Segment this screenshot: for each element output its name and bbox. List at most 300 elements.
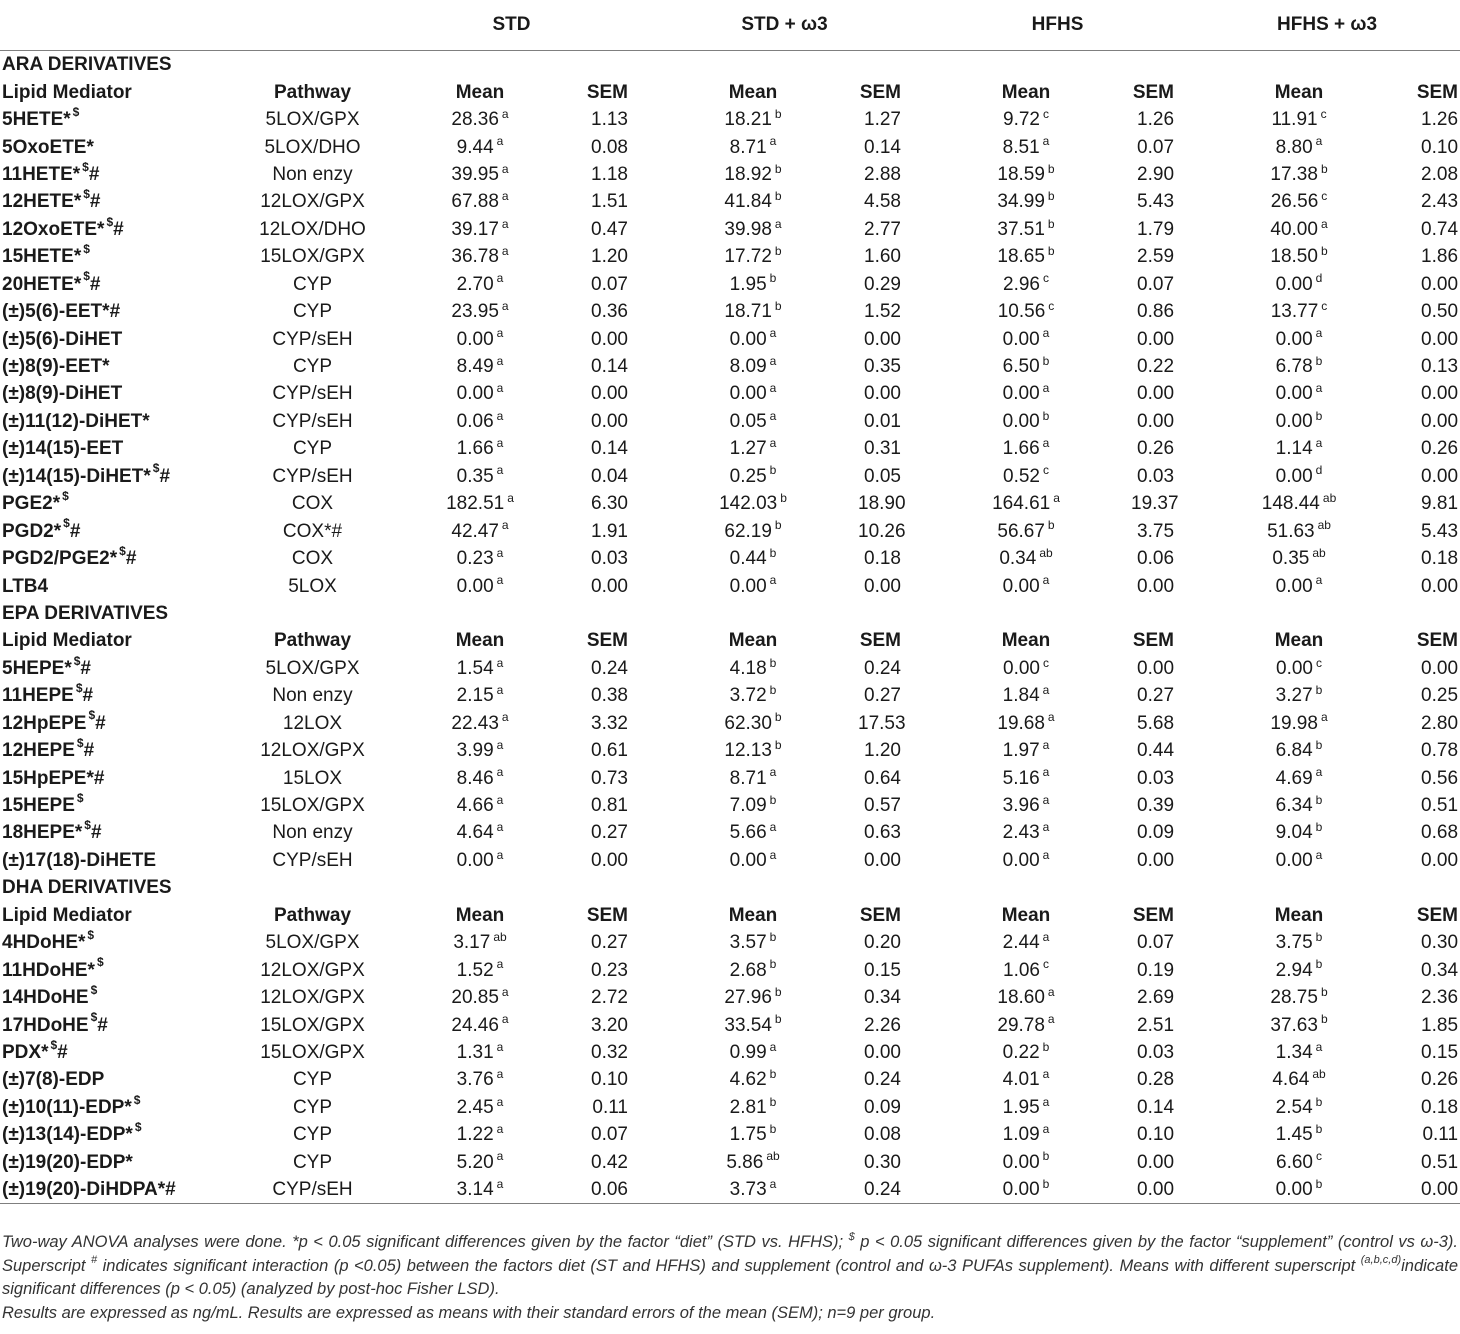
sem-cell: 0.14	[1137, 1096, 1175, 1118]
mean-letter: a	[496, 1094, 504, 1109]
mean-cell	[375, 353, 585, 380]
mean-letter: b	[1320, 243, 1328, 258]
significance-marks: * $	[52, 490, 69, 515]
mean-cell	[1194, 517, 1404, 544]
mediator-cell	[0, 792, 250, 819]
mean-letter: a	[769, 408, 777, 423]
sem-cell: 6.30	[591, 493, 628, 515]
mean-cell	[648, 106, 858, 133]
mean-value: 40.00	[1270, 218, 1318, 240]
sem-cell: 0.03	[591, 548, 628, 570]
mediator-cell	[0, 1149, 250, 1176]
mean-cell	[921, 956, 1131, 983]
mean-value: 39.98	[724, 218, 772, 240]
mean-letter: a	[1315, 847, 1323, 862]
mean-letter: a	[496, 1176, 504, 1191]
sem-cell: 0.05	[864, 465, 901, 487]
mediator-name: 14HDoHE	[2, 987, 89, 1009]
mean-letter: a	[496, 408, 504, 423]
mediator-cell	[0, 1039, 250, 1066]
significance-marks: *#	[86, 767, 105, 789]
mean-value: 8.71	[729, 767, 767, 789]
pathway-cell: COX*#	[282, 520, 343, 542]
sem-cell: 2.08	[1421, 163, 1459, 185]
mean-value: 0.05	[729, 410, 767, 432]
mean-cell	[375, 655, 585, 682]
column-header-mediator: Lipid Mediator	[2, 630, 132, 652]
mean-letter: b	[1315, 353, 1323, 368]
mean-value: 0.00	[1002, 1179, 1040, 1201]
mean-value: 0.34	[999, 548, 1037, 570]
mean-value: 0.00	[456, 328, 494, 350]
mean-value: 5.20	[456, 1151, 494, 1173]
table-row	[0, 243, 1460, 270]
mean-letter: c	[1321, 298, 1328, 313]
mediator-name: 5OxoETE	[2, 136, 87, 158]
mean-cell	[1194, 545, 1404, 572]
sem-cell: 0.00	[1137, 657, 1175, 679]
mean-letter: a	[1047, 984, 1055, 999]
mean-value: 5.66	[729, 822, 767, 844]
column-header-sem: SEM	[1132, 81, 1175, 103]
mean-value: 0.35	[456, 465, 494, 487]
mean-cell	[1194, 133, 1404, 160]
pathway-cell: CYP	[292, 273, 333, 295]
table-row	[0, 325, 1460, 352]
mean-cell	[921, 545, 1131, 572]
mean-value: 7.09	[729, 795, 767, 817]
sem-cell: 0.03	[1137, 465, 1175, 487]
group-header-hfhs: HFHS	[921, 0, 1194, 51]
sem-cell: 0.03	[1137, 1041, 1175, 1063]
pathway-cell: 12LOX/GPX	[260, 191, 365, 213]
mediator-name: (±)8(9)-DiHET	[2, 383, 123, 405]
sem-cell: 0.39	[1137, 795, 1175, 817]
sem-cell: 0.24	[591, 657, 628, 679]
mean-value: 26.56	[1270, 191, 1319, 213]
sem-cell: 0.00	[864, 383, 901, 405]
sem-cell: 0.26	[1421, 1069, 1459, 1091]
mediator-cell	[0, 572, 250, 599]
mean-value: 18.60	[997, 987, 1045, 1009]
mean-letter: b	[1315, 820, 1323, 835]
mean-value: 37.51	[997, 218, 1045, 240]
mean-letter: c	[1320, 106, 1327, 121]
significance-marks: * $	[87, 956, 104, 981]
mean-value: 20.85	[451, 987, 499, 1009]
mean-cell	[648, 325, 858, 352]
mean-letter: b	[1042, 408, 1050, 423]
mean-cell	[1194, 929, 1404, 956]
pathway-cell: CYP	[292, 356, 333, 378]
mean-letter: ab	[1317, 518, 1331, 533]
sem-cell: 1.79	[1137, 218, 1175, 240]
sem-cell: 0.28	[1137, 1069, 1175, 1091]
mean-value: 28.75	[1270, 987, 1318, 1009]
mean-cell	[648, 1149, 858, 1176]
mean-value: 22.43	[451, 712, 499, 734]
mean-cell	[648, 764, 858, 791]
mean-cell	[375, 463, 585, 490]
mean-cell	[1194, 490, 1404, 517]
sem-cell: 1.91	[591, 520, 628, 542]
sem-cell: 2.88	[864, 163, 901, 185]
mean-value: 8.80	[1275, 136, 1313, 158]
mean-letter: ab	[766, 1149, 780, 1164]
mean-letter: a	[1042, 820, 1050, 835]
sem-cell: 0.26	[1421, 438, 1459, 460]
mediator-name: (±)14(15)-EET	[2, 438, 124, 460]
pathway-cell: CYP	[292, 438, 333, 460]
mean-cell	[921, 380, 1131, 407]
mean-letter: b	[769, 463, 777, 478]
mean-letter: b	[1315, 1176, 1323, 1191]
mediator-cell	[0, 1176, 250, 1204]
sem-cell: 0.24	[858, 1176, 921, 1204]
sem-cell: 0.14	[864, 136, 901, 158]
column-header-mean: Mean	[1274, 904, 1324, 926]
mean-cell	[648, 1066, 858, 1093]
pathway-cell: 15LOX	[282, 767, 343, 789]
mean-value: 142.03	[719, 493, 778, 515]
significance-marks: * $	[124, 1093, 141, 1118]
column-header-mean: Mean	[1274, 81, 1324, 103]
mean-value: 4.64	[456, 822, 494, 844]
significance-marks: *	[142, 410, 150, 432]
mean-value: 3.57	[729, 932, 767, 954]
sem-cell: 1.85	[1421, 1014, 1459, 1036]
column-header-mean: Mean	[1001, 904, 1051, 926]
mean-letter: b	[780, 490, 787, 505]
mean-value: 3.75	[1275, 932, 1313, 954]
mean-value: 1.95	[729, 273, 767, 295]
mean-letter: a	[1042, 573, 1050, 588]
column-header-mean: Mean	[728, 904, 778, 926]
mean-cell	[921, 298, 1131, 325]
mean-cell	[375, 1094, 585, 1121]
mean-value: 0.35	[1272, 548, 1310, 570]
mean-cell	[921, 133, 1131, 160]
column-header-mean: Mean	[1001, 630, 1051, 652]
mean-value: 23.95	[451, 301, 499, 323]
sem-cell: 0.00	[1137, 410, 1175, 432]
mean-cell	[375, 956, 585, 983]
mediator-name: (±)5(6)-DiHET	[2, 328, 123, 350]
mean-value: 6.78	[1275, 356, 1313, 378]
sem-cell: 0.31	[864, 438, 901, 460]
mean-cell	[1194, 847, 1404, 874]
mediator-name: (±)19(20)-EDP	[2, 1151, 126, 1173]
mean-value: 1.22	[456, 1124, 494, 1146]
mean-letter: b	[769, 957, 777, 972]
sem-cell: 0.27	[864, 685, 901, 707]
mediator-name: 11HETE	[2, 163, 73, 185]
mean-value: 19.68	[997, 712, 1045, 734]
mean-value: 1.14	[1275, 438, 1313, 460]
mean-cell	[648, 984, 858, 1011]
pathway-cell: 15LOX/GPX	[260, 246, 365, 268]
mean-letter: a	[501, 984, 509, 999]
mean-value: 13.77	[1270, 301, 1319, 323]
mean-letter: c	[1042, 271, 1049, 286]
mean-letter: a	[501, 1012, 509, 1027]
column-header-sem: SEM	[1416, 904, 1459, 926]
sem-cell: 1.51	[591, 191, 628, 213]
significance-marks: * $#	[64, 654, 91, 679]
table-row	[0, 1176, 1460, 1204]
footnote-statistics: Two-way ANOVA analyses were done. *p < 0.05 significant differences given by the factor “diet” (STD vs. HFHS); $ p < 0.05 significant differences given by the factor “supplement” (control vs ω-3). Superscript # indicates significant interaction (p <0.05) between the factors diet (ST and HFHS) and supplement (control and ω-3 PUFAs supplement). Means with different superscript $^{(a,b,c,d)}$indicate significant differences (p < 0.05) (analyzed by post-hoc Fisher LSD).	[2, 1230, 1459, 1298]
sem-cell: 1.20	[591, 246, 628, 268]
mean-value: 1.06	[1003, 959, 1040, 981]
mean-letter: a	[496, 655, 504, 670]
mean-cell	[1194, 463, 1404, 490]
table-row	[0, 764, 1460, 791]
mean-letter: a	[496, 573, 504, 588]
mean-letter: a	[1315, 573, 1323, 588]
mean-value: 0.06	[456, 410, 494, 432]
mean-letter: a	[1042, 929, 1050, 944]
column-header-sem: SEM	[859, 630, 901, 652]
mean-value: 0.52	[1003, 465, 1040, 487]
mean-letter: a	[507, 490, 514, 505]
pathway-cell: 12LOX	[282, 712, 343, 734]
mediator-cell	[0, 353, 250, 380]
mean-letter: a	[501, 518, 509, 533]
mean-value: 0.00	[1275, 328, 1313, 350]
mean-cell	[375, 408, 585, 435]
mean-cell	[375, 984, 585, 1011]
mean-letter: b	[1047, 216, 1055, 231]
mean-value: 2.54	[1275, 1096, 1313, 1118]
mean-value: 3.73	[729, 1179, 767, 1201]
pathway-cell: CYP/sEH	[250, 1176, 375, 1204]
mean-cell	[921, 1066, 1131, 1093]
mean-value: 2.94	[1275, 959, 1313, 981]
sem-cell: 0.00	[1421, 328, 1459, 350]
mean-letter: ab	[1039, 545, 1053, 560]
mean-value: 19.98	[1270, 712, 1318, 734]
mediator-name: 15HEPE	[2, 795, 75, 817]
mediator-name: (±)19(20)-DiHDPA	[2, 1179, 158, 1201]
sem-cell: 2.80	[1421, 712, 1459, 734]
mean-letter: a	[1042, 1067, 1050, 1082]
sem-cell: 0.30	[864, 1151, 901, 1173]
mean-letter: a	[1042, 847, 1050, 862]
significance-marks: * $#	[72, 160, 100, 185]
table-row	[0, 435, 1460, 462]
column-header-pathway: Pathway	[273, 81, 352, 103]
mean-value: 12.13	[724, 740, 772, 762]
sem-cell: 0.07	[1137, 932, 1175, 954]
mean-value: 1.66	[456, 438, 494, 460]
mean-cell	[375, 1149, 585, 1176]
mean-value: 1.95	[1002, 1096, 1040, 1118]
mean-letter: b	[774, 189, 782, 204]
sem-cell: 0.20	[864, 932, 901, 954]
pathway-cell: 12LOX/GPX	[260, 959, 365, 981]
sem-cell: 0.00	[591, 849, 628, 871]
column-header-mean: Mean	[1001, 81, 1051, 103]
pathway-cell: 12LOX/GPX	[260, 987, 365, 1009]
mean-letter: c	[1042, 957, 1049, 972]
table-footnote	[2, 1231, 1458, 1325]
mean-cell	[375, 325, 585, 352]
table-row	[0, 1066, 1460, 1093]
sem-cell: 0.34	[864, 987, 901, 1009]
sem-cell: 0.24	[864, 657, 901, 679]
sem-cell: 1.26	[1421, 109, 1459, 131]
mean-value: 0.00	[729, 575, 767, 597]
mean-letter: b	[1315, 737, 1323, 752]
mean-cell	[1194, 380, 1404, 407]
significance-marks: $#	[75, 682, 94, 707]
pathway-cell: Non enzy	[272, 163, 353, 185]
mean-cell	[375, 710, 585, 737]
mean-cell	[375, 435, 585, 462]
mediator-cell	[0, 929, 250, 956]
mean-cell	[375, 1176, 585, 1204]
table-row	[0, 380, 1460, 407]
mediator-cell	[0, 133, 250, 160]
sem-cell: 0.47	[591, 218, 628, 240]
sem-cell: 0.00	[864, 849, 901, 871]
mean-value: 1.09	[1002, 1124, 1040, 1146]
mean-cell	[375, 1039, 585, 1066]
table-row	[0, 353, 1460, 380]
sem-cell: 0.07	[591, 273, 628, 295]
column-header-sem: SEM	[1132, 904, 1175, 926]
table-row	[0, 1121, 1460, 1148]
pathway-cell: 15LOX/GPX	[260, 795, 365, 817]
mean-letter: a	[769, 381, 777, 396]
mean-cell	[921, 463, 1131, 490]
mean-letter: a	[501, 298, 509, 313]
mean-cell	[648, 792, 858, 819]
mean-letter: d	[1315, 271, 1323, 286]
section-title: DHA DERIVATIVES	[2, 877, 172, 899]
mean-cell	[921, 984, 1131, 1011]
sem-cell: 0.00	[1421, 657, 1459, 679]
sem-cell: 0.14	[591, 438, 628, 460]
mean-value: 164.61	[992, 493, 1051, 515]
table-row	[0, 1039, 1460, 1066]
mediator-name: (±)14(15)-DiHET	[2, 465, 144, 487]
mean-cell	[921, 847, 1131, 874]
sem-cell: 0.78	[1421, 740, 1459, 762]
mean-cell	[375, 298, 585, 325]
sem-cell: 0.00	[591, 575, 628, 597]
mean-letter: b	[1047, 518, 1055, 533]
mean-letter: a	[769, 353, 777, 368]
mean-value: 1.31	[456, 1041, 494, 1063]
mean-value: 0.00	[456, 383, 494, 405]
mean-value: 1.34	[1275, 1041, 1313, 1063]
sem-cell: 0.00	[1137, 383, 1175, 405]
sem-cell: 0.00	[1137, 1151, 1175, 1173]
significance-marks: * $	[78, 929, 95, 954]
mean-cell	[1194, 161, 1404, 188]
mean-letter: a	[769, 820, 777, 835]
pathway-cell: CYP/sEH	[272, 465, 353, 487]
mean-cell	[375, 929, 585, 956]
sem-cell: 0.00	[1421, 849, 1459, 871]
sem-cell: 0.56	[1421, 767, 1459, 789]
pathway-cell: CYP	[292, 1069, 333, 1091]
section-title-row	[0, 874, 1460, 901]
mediator-cell	[0, 517, 250, 544]
sem-cell: 0.00	[864, 1041, 901, 1063]
sem-cell: 0.08	[591, 136, 628, 158]
mean-letter: a	[769, 134, 777, 149]
mean-value: 0.00	[1002, 575, 1040, 597]
mean-letter: b	[1042, 1176, 1050, 1191]
mean-value: 0.00	[1002, 383, 1040, 405]
sem-cell: 0.10	[591, 1069, 628, 1091]
section-title-row	[0, 51, 1460, 79]
sem-cell: 0.51	[1421, 795, 1459, 817]
column-header-mean: Mean	[1274, 630, 1324, 652]
mediator-name: 12HEPE	[2, 740, 75, 762]
mean-value: 39.95	[451, 163, 499, 185]
mediator-cell	[0, 188, 250, 215]
mean-letter: a	[1042, 682, 1050, 697]
mean-cell	[648, 545, 858, 572]
mean-cell	[1194, 408, 1404, 435]
mean-letter: b	[774, 161, 782, 176]
mean-value: 1.54	[456, 657, 494, 679]
sem-cell: 0.36	[591, 301, 628, 323]
mean-letter: ab	[1322, 490, 1337, 505]
mean-value: 0.00	[1275, 465, 1313, 487]
sem-cell: 0.00	[1137, 575, 1175, 597]
mean-value: 2.44	[1002, 932, 1040, 954]
mean-value: 4.64	[1272, 1069, 1310, 1091]
sem-cell: 0.32	[591, 1041, 628, 1063]
mean-value: 0.00	[1275, 575, 1313, 597]
mediator-cell	[0, 243, 250, 270]
mean-letter: b	[769, 1067, 777, 1082]
mean-value: 0.23	[456, 548, 494, 570]
table-row	[0, 1011, 1460, 1038]
significance-marks: * $#	[74, 819, 102, 844]
table-row	[0, 490, 1460, 517]
mean-cell	[921, 572, 1131, 599]
mean-letter: b	[769, 792, 777, 807]
column-header-row	[0, 78, 1460, 105]
sem-cell: 0.01	[864, 410, 901, 432]
mean-letter: b	[1320, 161, 1328, 176]
mean-letter: c	[1042, 655, 1049, 670]
mean-value: 0.00	[1002, 1151, 1040, 1173]
mean-value: 17.72	[724, 246, 772, 268]
mean-cell	[1194, 819, 1404, 846]
significance-marks: $	[76, 791, 84, 805]
mediator-name: PGE2	[2, 493, 53, 515]
mean-cell	[648, 1011, 858, 1038]
mean-letter: b	[774, 518, 782, 533]
sem-cell: 0.00	[1421, 383, 1459, 405]
mean-cell	[1194, 655, 1404, 682]
mean-value: 2.45	[456, 1096, 494, 1118]
mean-cell	[921, 106, 1131, 133]
mean-value: 4.01	[1002, 1069, 1040, 1091]
sem-cell: 0.00	[1404, 1176, 1460, 1204]
pathway-cell: Non enzy	[272, 822, 353, 844]
significance-marks: * $#	[143, 462, 171, 487]
mean-value: 62.19	[724, 520, 772, 542]
sem-cell: 0.07	[591, 1124, 628, 1146]
mean-value: 0.00	[1275, 1179, 1313, 1201]
